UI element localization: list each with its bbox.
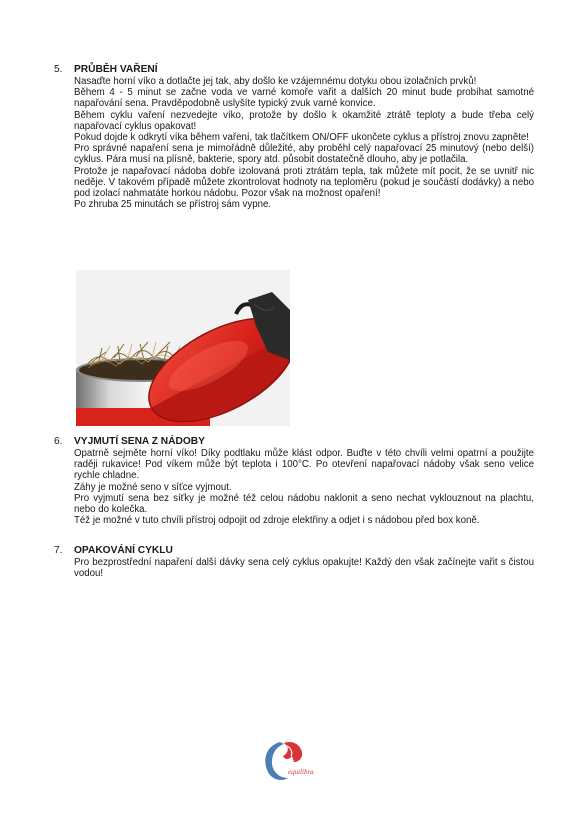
section-7	[54, 545, 534, 579]
section-title: PRŮBĚH VAŘENÍ	[74, 64, 158, 75]
section-number: 6.	[54, 436, 63, 447]
paragraph: Během cyklu vaření nezvedejte víko, protože by došlo k okamžité ztrátě teploty a bude třeba celý napařovací cyklus opakovat!	[74, 109, 534, 132]
paragraph: Protože je napařovací nádoba dobře izolovaná proti ztrátám tepla, tak můžete mít pocit, že se uvnitř nic neděje. V takovém případě můžete zkontrolovat hodnoty na teploměru (pokud je součástí dodávky) a nebo pod izolací nahmatáte horkou nádobu. Pozor však na možnost opaření!	[74, 165, 534, 200]
section-heading	[54, 436, 534, 448]
paragraph: Též je možné v tuto chvíli přístroj odpojit od zdroje elektřiny a odjet i s nádobou před box koně.	[74, 515, 480, 527]
steamer-photo	[58, 270, 290, 426]
paragraph: Záhy je možné seno v síťce vyjmout.	[74, 481, 232, 493]
steamer-illustration	[58, 270, 290, 426]
paragraph: Během 4 - 5 minut se začne voda ve varné komoře vařit a dalších 20 minut bude probíhat samotné napařování sena. Pravděpodobně uslyšíte typický zvuk varné konvice.	[74, 87, 534, 110]
section-body	[74, 448, 534, 526]
section-heading	[54, 545, 534, 557]
paragraph: Pro správné napaření sena je mimořádně důležité, aby proběhl celý napařovací 25 minutový (nebo delší) cyklus. Pára musí na plísně, bakterie, spory atd. působit dostatečně dlouho, aby je potlačila.	[74, 143, 534, 166]
paragraph: Pokud dojde k odkrytí víka během vaření, tak tlačítkem ON/OFF ukončete cyklus a přístroj znovu zapněte!	[74, 132, 529, 144]
horse-logo-icon	[258, 738, 316, 784]
section-body	[74, 76, 534, 210]
section-body	[74, 557, 534, 579]
section-heading	[54, 64, 534, 76]
paragraph: Po zhruba 25 minutách se přístroj sám vypne.	[74, 199, 272, 211]
equilibra-logo	[258, 738, 316, 784]
svg-text:equilibra: equilibra	[288, 768, 314, 776]
paragraph: Pro vyjmutí sena bez síťky je možné též celou nádobu naklonit a seno nechat vyklouznout na plachtu, nebo do kolečka.	[74, 492, 534, 516]
paragraph: Pro bezprostřední napaření další dávky sena celý cyklus opakujte! Každý den však začínejte vařit s čistou vodou!	[74, 557, 534, 580]
section-number: 7.	[54, 545, 63, 556]
section-number: 5.	[54, 64, 63, 75]
section-title: OPAKOVÁNÍ CYKLU	[74, 545, 173, 556]
section-title: VYJMUTÍ SENA Z NÁDOBY	[74, 436, 205, 447]
paragraph: Opatrně sejměte horní víko! Díky podtlaku může klást odpor. Buďte v této chvíli velmi opatrní a použijte raději rukavice! Pod víkem může být teplota i 100°C. Po otevření napařovací nádoby však seno velice rychle chladne.	[74, 448, 534, 482]
paragraph: Nasaďte horní víko a dotlačte jej tak, aby došlo ke vzájemnému dotyku obou izolačních prvků!	[74, 76, 477, 87]
section-6	[54, 436, 534, 526]
section-5	[54, 64, 534, 210]
